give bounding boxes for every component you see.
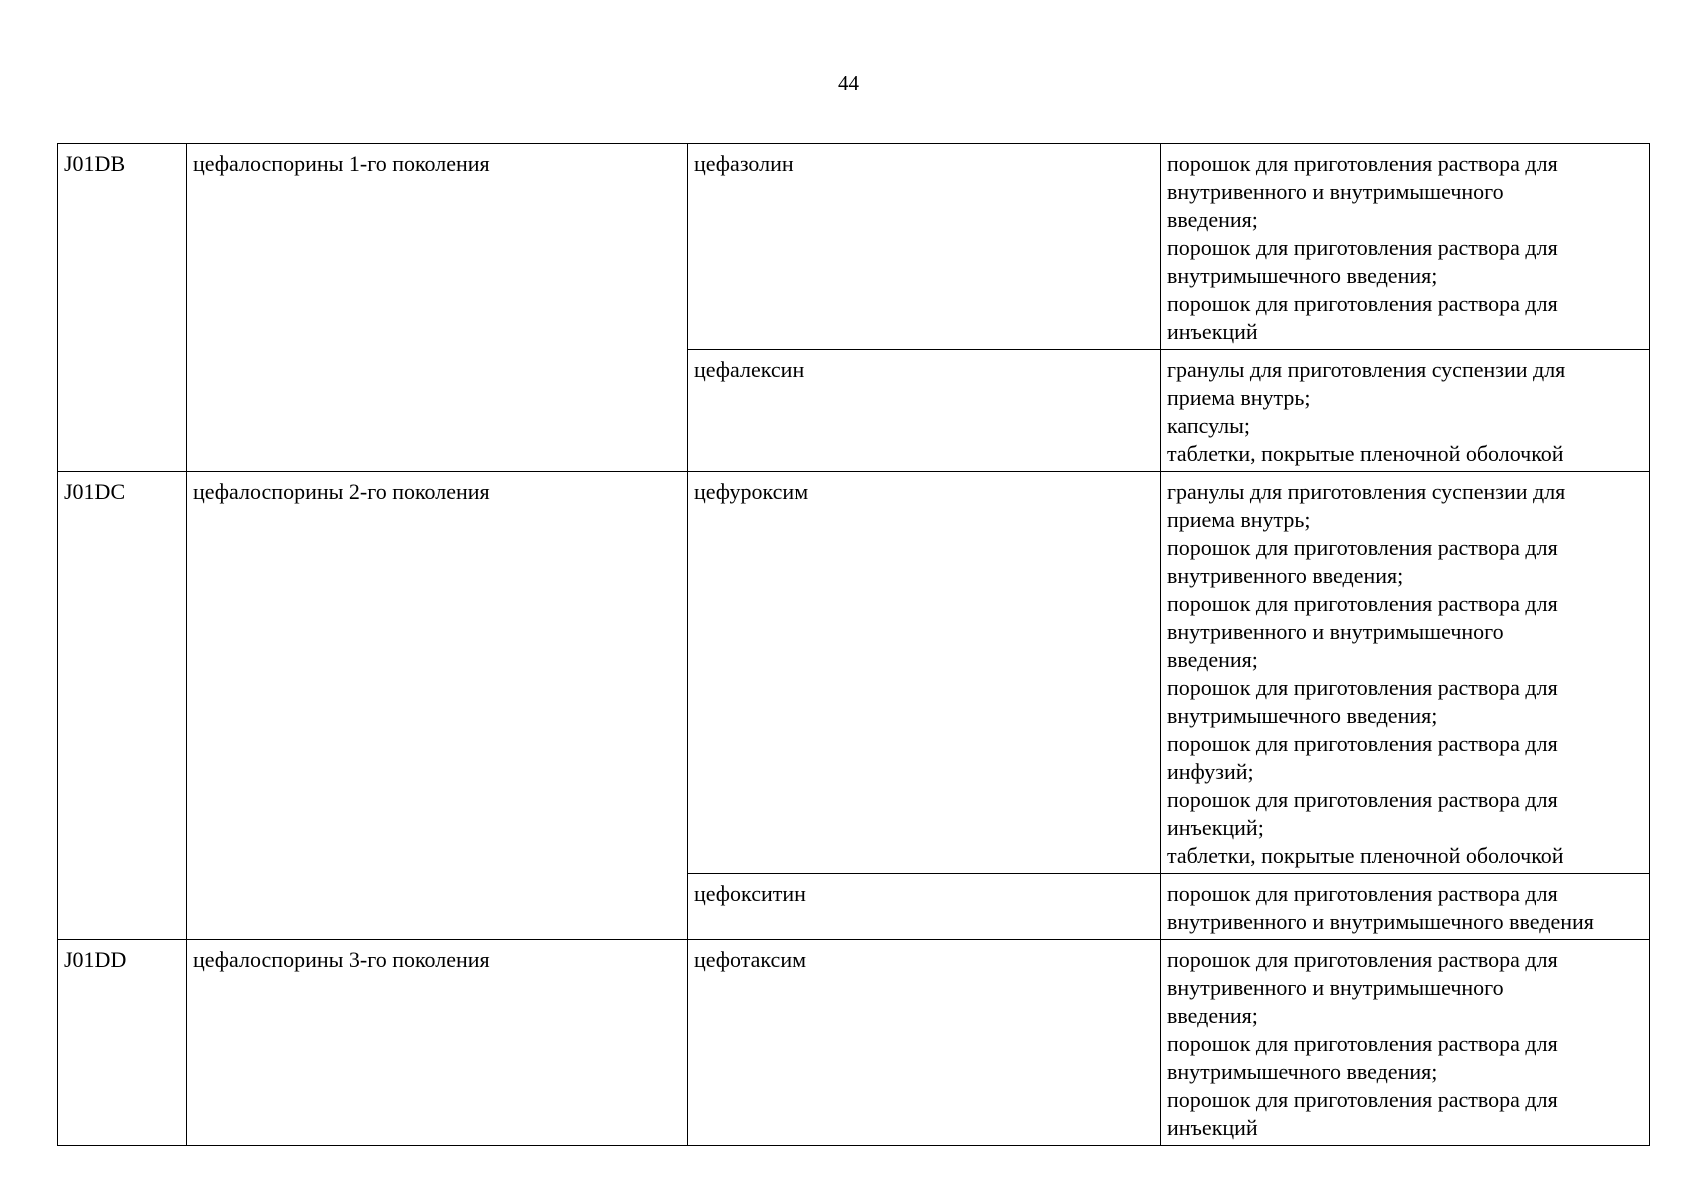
drug-name-cell: цефазолин — [688, 144, 1161, 350]
dosage-forms-cell — [1161, 472, 1650, 874]
dosage-form-line: порошок для приготовления раствора для — [1167, 151, 1558, 176]
dosage-form-line: порошок для приготовления раствора для — [1167, 1031, 1558, 1056]
dosage-forms-cell — [1161, 940, 1650, 1146]
dosage-form-line: введения; — [1167, 1003, 1258, 1028]
dosage-form-line: капсулы; — [1167, 413, 1250, 438]
dosage-form-line: инфузий; — [1167, 759, 1254, 784]
dosage-form-line: приема внутрь; — [1167, 507, 1311, 532]
dosage-form-line: внутривенного и внутримышечного введения — [1167, 909, 1594, 934]
table-row — [58, 940, 1650, 1146]
drug-name-cell: цефуроксим — [688, 472, 1161, 874]
drug-table-body — [58, 144, 1650, 1146]
dosage-form-line: порошок для приготовления раствора для — [1167, 787, 1558, 812]
atc-code-cell: J01DB — [58, 144, 187, 472]
dosage-form-line: введения; — [1167, 647, 1258, 672]
drug-table — [57, 143, 1650, 1146]
dosage-form-line: внутривенного введения; — [1167, 563, 1404, 588]
table-row — [58, 472, 1650, 874]
group-name-cell: цефалоспорины 2-го поколения — [187, 472, 688, 940]
dosage-form-line: таблетки, покрытые пленочной оболочкой — [1167, 843, 1564, 868]
dosage-form-line: внутривенного и внутримышечного — [1167, 179, 1504, 204]
dosage-form-line: порошок для приготовления раствора для — [1167, 535, 1558, 560]
atc-code-cell: J01DD — [58, 940, 187, 1146]
drug-name-cell: цефалексин — [688, 350, 1161, 472]
dosage-form-line: инъекций — [1167, 319, 1258, 344]
atc-code-cell: J01DC — [58, 472, 187, 940]
dosage-forms-cell — [1161, 144, 1650, 350]
dosage-form-line: порошок для приготовления раствора для — [1167, 947, 1558, 972]
dosage-form-line: гранулы для приготовления суспензии для — [1167, 479, 1566, 504]
dosage-form-line: таблетки, покрытые пленочной оболочкой — [1167, 441, 1564, 466]
dosage-form-line: внутримышечного введения; — [1167, 1059, 1438, 1084]
dosage-form-line: порошок для приготовления раствора для — [1167, 881, 1558, 906]
dosage-form-line: порошок для приготовления раствора для — [1167, 1087, 1558, 1112]
page-number: 44 — [838, 71, 859, 95]
dosage-form-line: порошок для приготовления раствора для — [1167, 291, 1558, 316]
group-name-cell: цефалоспорины 3-го поколения — [187, 940, 688, 1146]
dosage-form-line: порошок для приготовления раствора для — [1167, 731, 1558, 756]
dosage-form-line: внутримышечного введения; — [1167, 263, 1438, 288]
group-name-cell: цефалоспорины 1-го поколения — [187, 144, 688, 472]
dosage-form-line: порошок для приготовления раствора для — [1167, 675, 1558, 700]
drug-name-cell: цефотаксим — [688, 940, 1161, 1146]
dosage-forms-cell — [1161, 874, 1650, 940]
dosage-form-line: инъекций; — [1167, 815, 1264, 840]
dosage-form-line: введения; — [1167, 207, 1258, 232]
dosage-form-line: гранулы для приготовления суспензии для — [1167, 357, 1566, 382]
dosage-form-line: приема внутрь; — [1167, 385, 1311, 410]
dosage-form-line: инъекций — [1167, 1115, 1258, 1140]
dosage-form-line: внутривенного и внутримышечного — [1167, 619, 1504, 644]
dosage-forms-cell — [1161, 350, 1650, 472]
dosage-form-line: внутривенного и внутримышечного — [1167, 975, 1504, 1000]
drug-name-cell: цефокситин — [688, 874, 1161, 940]
dosage-form-line: порошок для приготовления раствора для — [1167, 591, 1558, 616]
dosage-form-line: внутримышечного введения; — [1167, 703, 1438, 728]
dosage-form-line: порошок для приготовления раствора для — [1167, 235, 1558, 260]
table-row — [58, 144, 1650, 350]
